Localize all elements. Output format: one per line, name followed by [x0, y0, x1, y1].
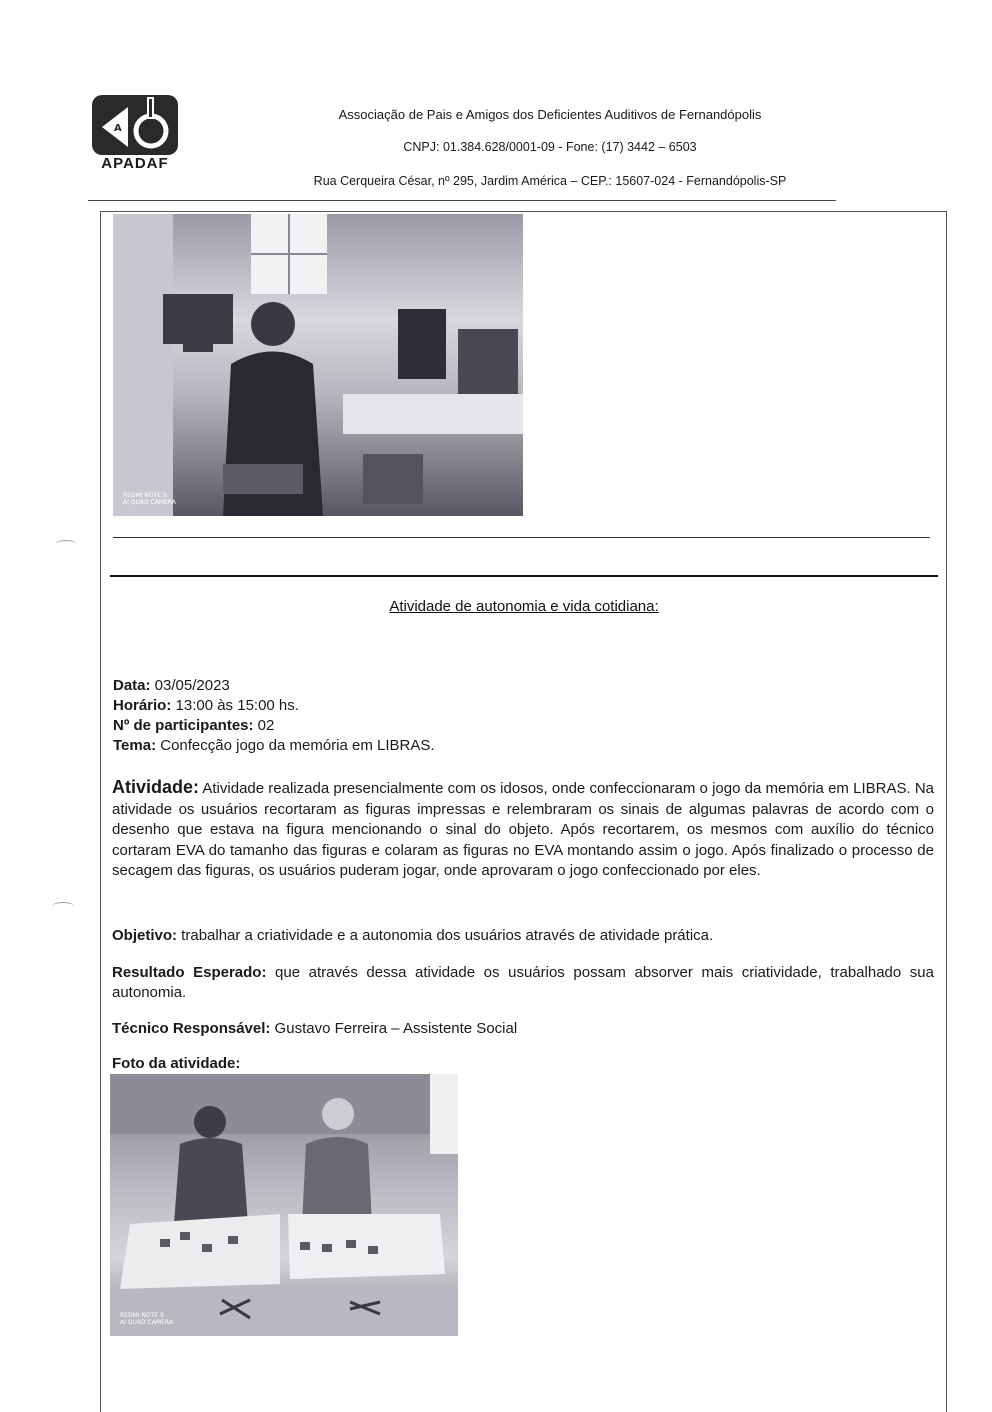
activity-text: Atividade realizada presencialmente com os idosos, onde confeccionaram o jogo da memória em LIBRAS. Na atividade os usuários recortaram as figuras impressas e relembraram os sinais de algumas palavras de acordo com o desenho que estava na figura mencionando o sinal do objeto. Após recortarem, os mesmos com auxílio do técnico cortaram EVA do tamanho das figuras e colaram as figuras no EVA montando assim o jogo. Após finalizado o processo de secagem das figuras, os usuários puderam jogar, onde aprovaram o jogo confeccionado por eles. [112, 780, 934, 879]
address-line: Rua Cerqueira César, nº 295, Jardim América – CEP.: 15607-024 - Fernandópolis-SP [313, 174, 787, 188]
divider-thick [110, 575, 938, 577]
photo-label: Foto da atividade: [112, 1055, 241, 1072]
scan-mark [52, 902, 74, 911]
cnpj-line: CNPJ: 01.384.628/0001-09 - Fone: (17) 3442 – 6503 [403, 140, 697, 154]
objective: Objetivo: trabalhar a criatividade e a autonomia dos usuários através de atividade prática. [112, 927, 714, 944]
photo-computer-room [113, 214, 523, 516]
field-tema: Tema: Confecção jogo da memória em LIBRAS. [113, 737, 435, 754]
header-divider [88, 200, 836, 201]
photo-activity-illustration [110, 1074, 458, 1336]
photo-activity [110, 1074, 458, 1336]
camera-watermark: REDMI NOTE 9 AI QUAD CAMERA [120, 1312, 173, 1326]
org-name: Associação de Pais e Amigos dos Deficientes Auditivos de Fernandópolis [338, 107, 762, 122]
field-participantes: Nº de participantes: 02 [113, 717, 275, 734]
logo-text: APADAF [101, 155, 169, 172]
responsible-technician: Técnico Responsável: Gustavo Ferreira – Assistente Social [112, 1020, 518, 1037]
camera-watermark: REDMI NOTE 9 AI QUAD CAMERA [123, 492, 176, 506]
field-data: Data: 03/05/2023 [113, 677, 230, 694]
svg-text:A: A [114, 123, 122, 134]
divider-thin [113, 537, 930, 538]
scan-mark [55, 540, 77, 549]
activity-fields [113, 676, 933, 756]
expected-result: Resultado Esperado: que através dessa atividade os usuários possam absorver mais criatividade, trabalhado sua autonomia. [112, 964, 934, 1001]
section-title: Atividade de autonomia e vida cotidiana: [389, 598, 659, 615]
activity-label: Atividade: [112, 777, 200, 797]
photo-computer-room-illustration [113, 214, 523, 516]
field-horario: Horário: 13:00 às 15:00 hs. [113, 697, 299, 714]
activity-description [112, 777, 934, 882]
